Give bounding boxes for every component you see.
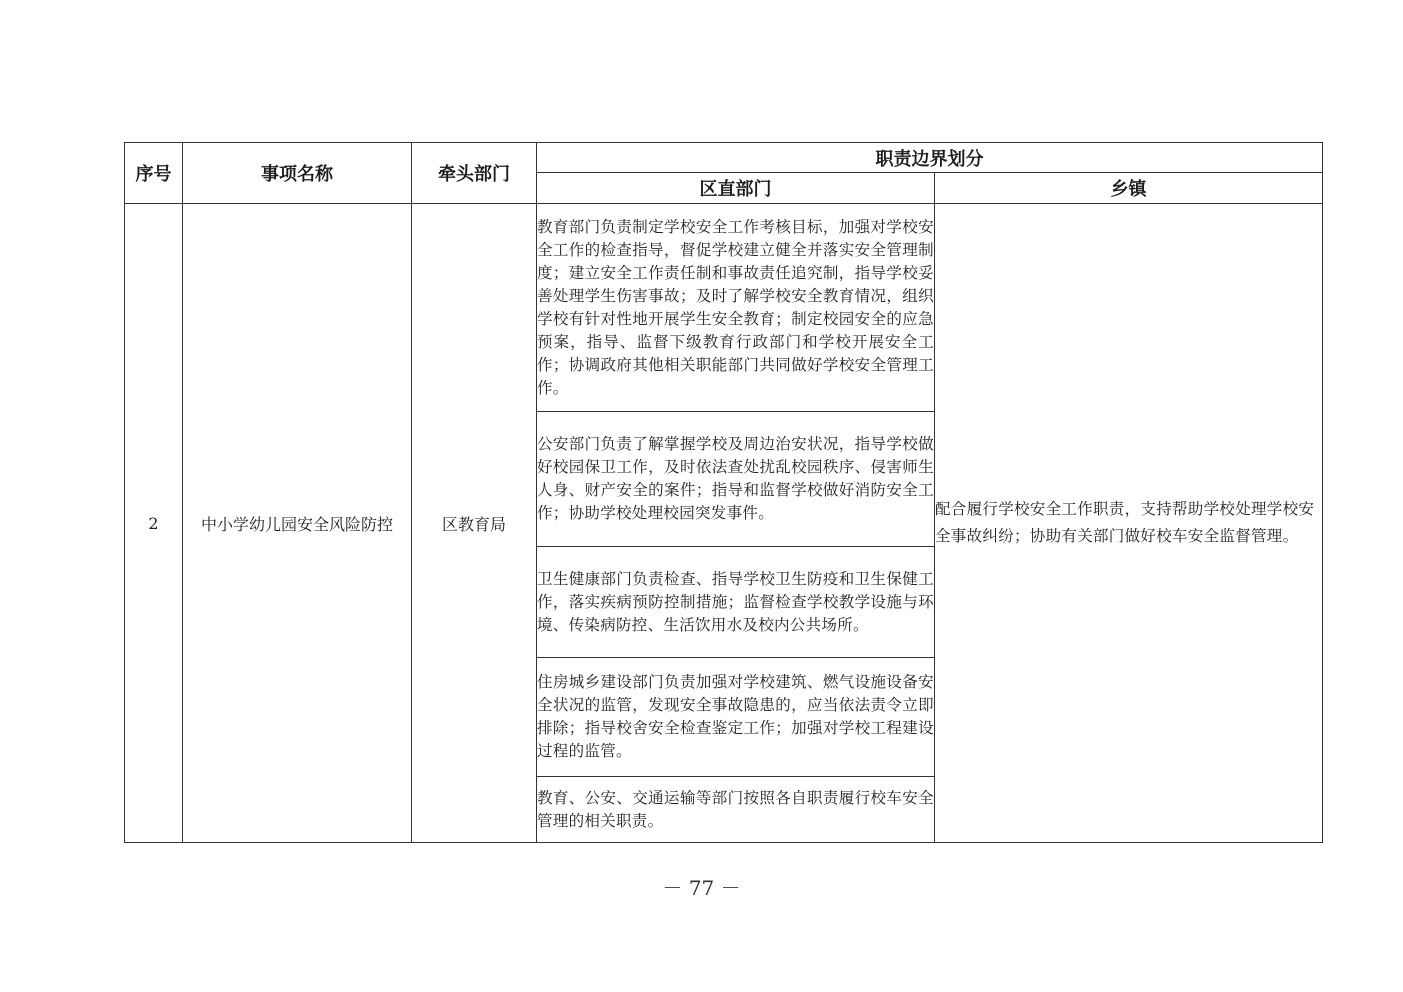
duty-education: 教育部门负责制定学校安全工作考核目标，加强对学校安全工作的检查指导，督促学校建立健全并落实安全管理制度；建立安全工作责任制和事故责任追究制，指导学校妥善处理学生伤害事故；及时了解学校安全教育情况，组织学校有针对性地开展学生安全教育；制定校园安全的应急预案，指导、监督下级教育行政部门和学校开展安全工作；协调政府其他相关职能部门共同做好学校安全管理工作。 xyxy=(537,204,935,412)
duty-health: 卫生健康部门负责检查、指导学校卫生防疫和卫生保健工作，落实疾病预防控制措施；监督检查学校教学设施与环境、传染病防控、生活饮用水及校内公共场所。 xyxy=(537,547,935,658)
header-lead-dept: 牵头部门 xyxy=(412,143,537,204)
township-duty: 配合履行学校安全工作职责，支持帮助学校处理学校安全事故纠纷；协助有关部门做好校车安全监督管理。 xyxy=(935,204,1323,843)
header-district-depts: 区直部门 xyxy=(537,173,935,204)
header-seq: 序号 xyxy=(125,143,183,204)
page-number: － 77 － xyxy=(662,876,741,900)
header-item-name: 事项名称 xyxy=(183,143,412,204)
responsibility-table xyxy=(124,142,1323,843)
header-responsibility: 职责边界划分 xyxy=(537,143,1323,173)
header-township: 乡镇 xyxy=(935,173,1323,204)
row-lead-dept: 区教育局 xyxy=(412,204,537,843)
row-item-name: 中小学幼儿园安全风险防控 xyxy=(183,204,412,843)
row-seq: 2 xyxy=(125,204,183,843)
duty-public-security: 公安部门负责了解掌握学校及周边治安状况，指导学校做好校园保卫工作，及时依法查处扰乱校园秩序、侵害师生人身、财产安全的案件；指导和监督学校做好消防安全工作；协助学校处理校园突发事件。 xyxy=(537,412,935,547)
duty-housing-construction: 住房城乡建设部门负责加强对学校建筑、燃气设施设备安全状况的监管，发现安全事故隐患的，应当依法责令立即排除；指导校舍安全检查鉴定工作；加强对学校工程建设过程的监管。 xyxy=(537,658,935,777)
duty-school-bus: 教育、公安、交通运输等部门按照各自职责履行校车安全管理的相关职责。 xyxy=(537,777,935,843)
